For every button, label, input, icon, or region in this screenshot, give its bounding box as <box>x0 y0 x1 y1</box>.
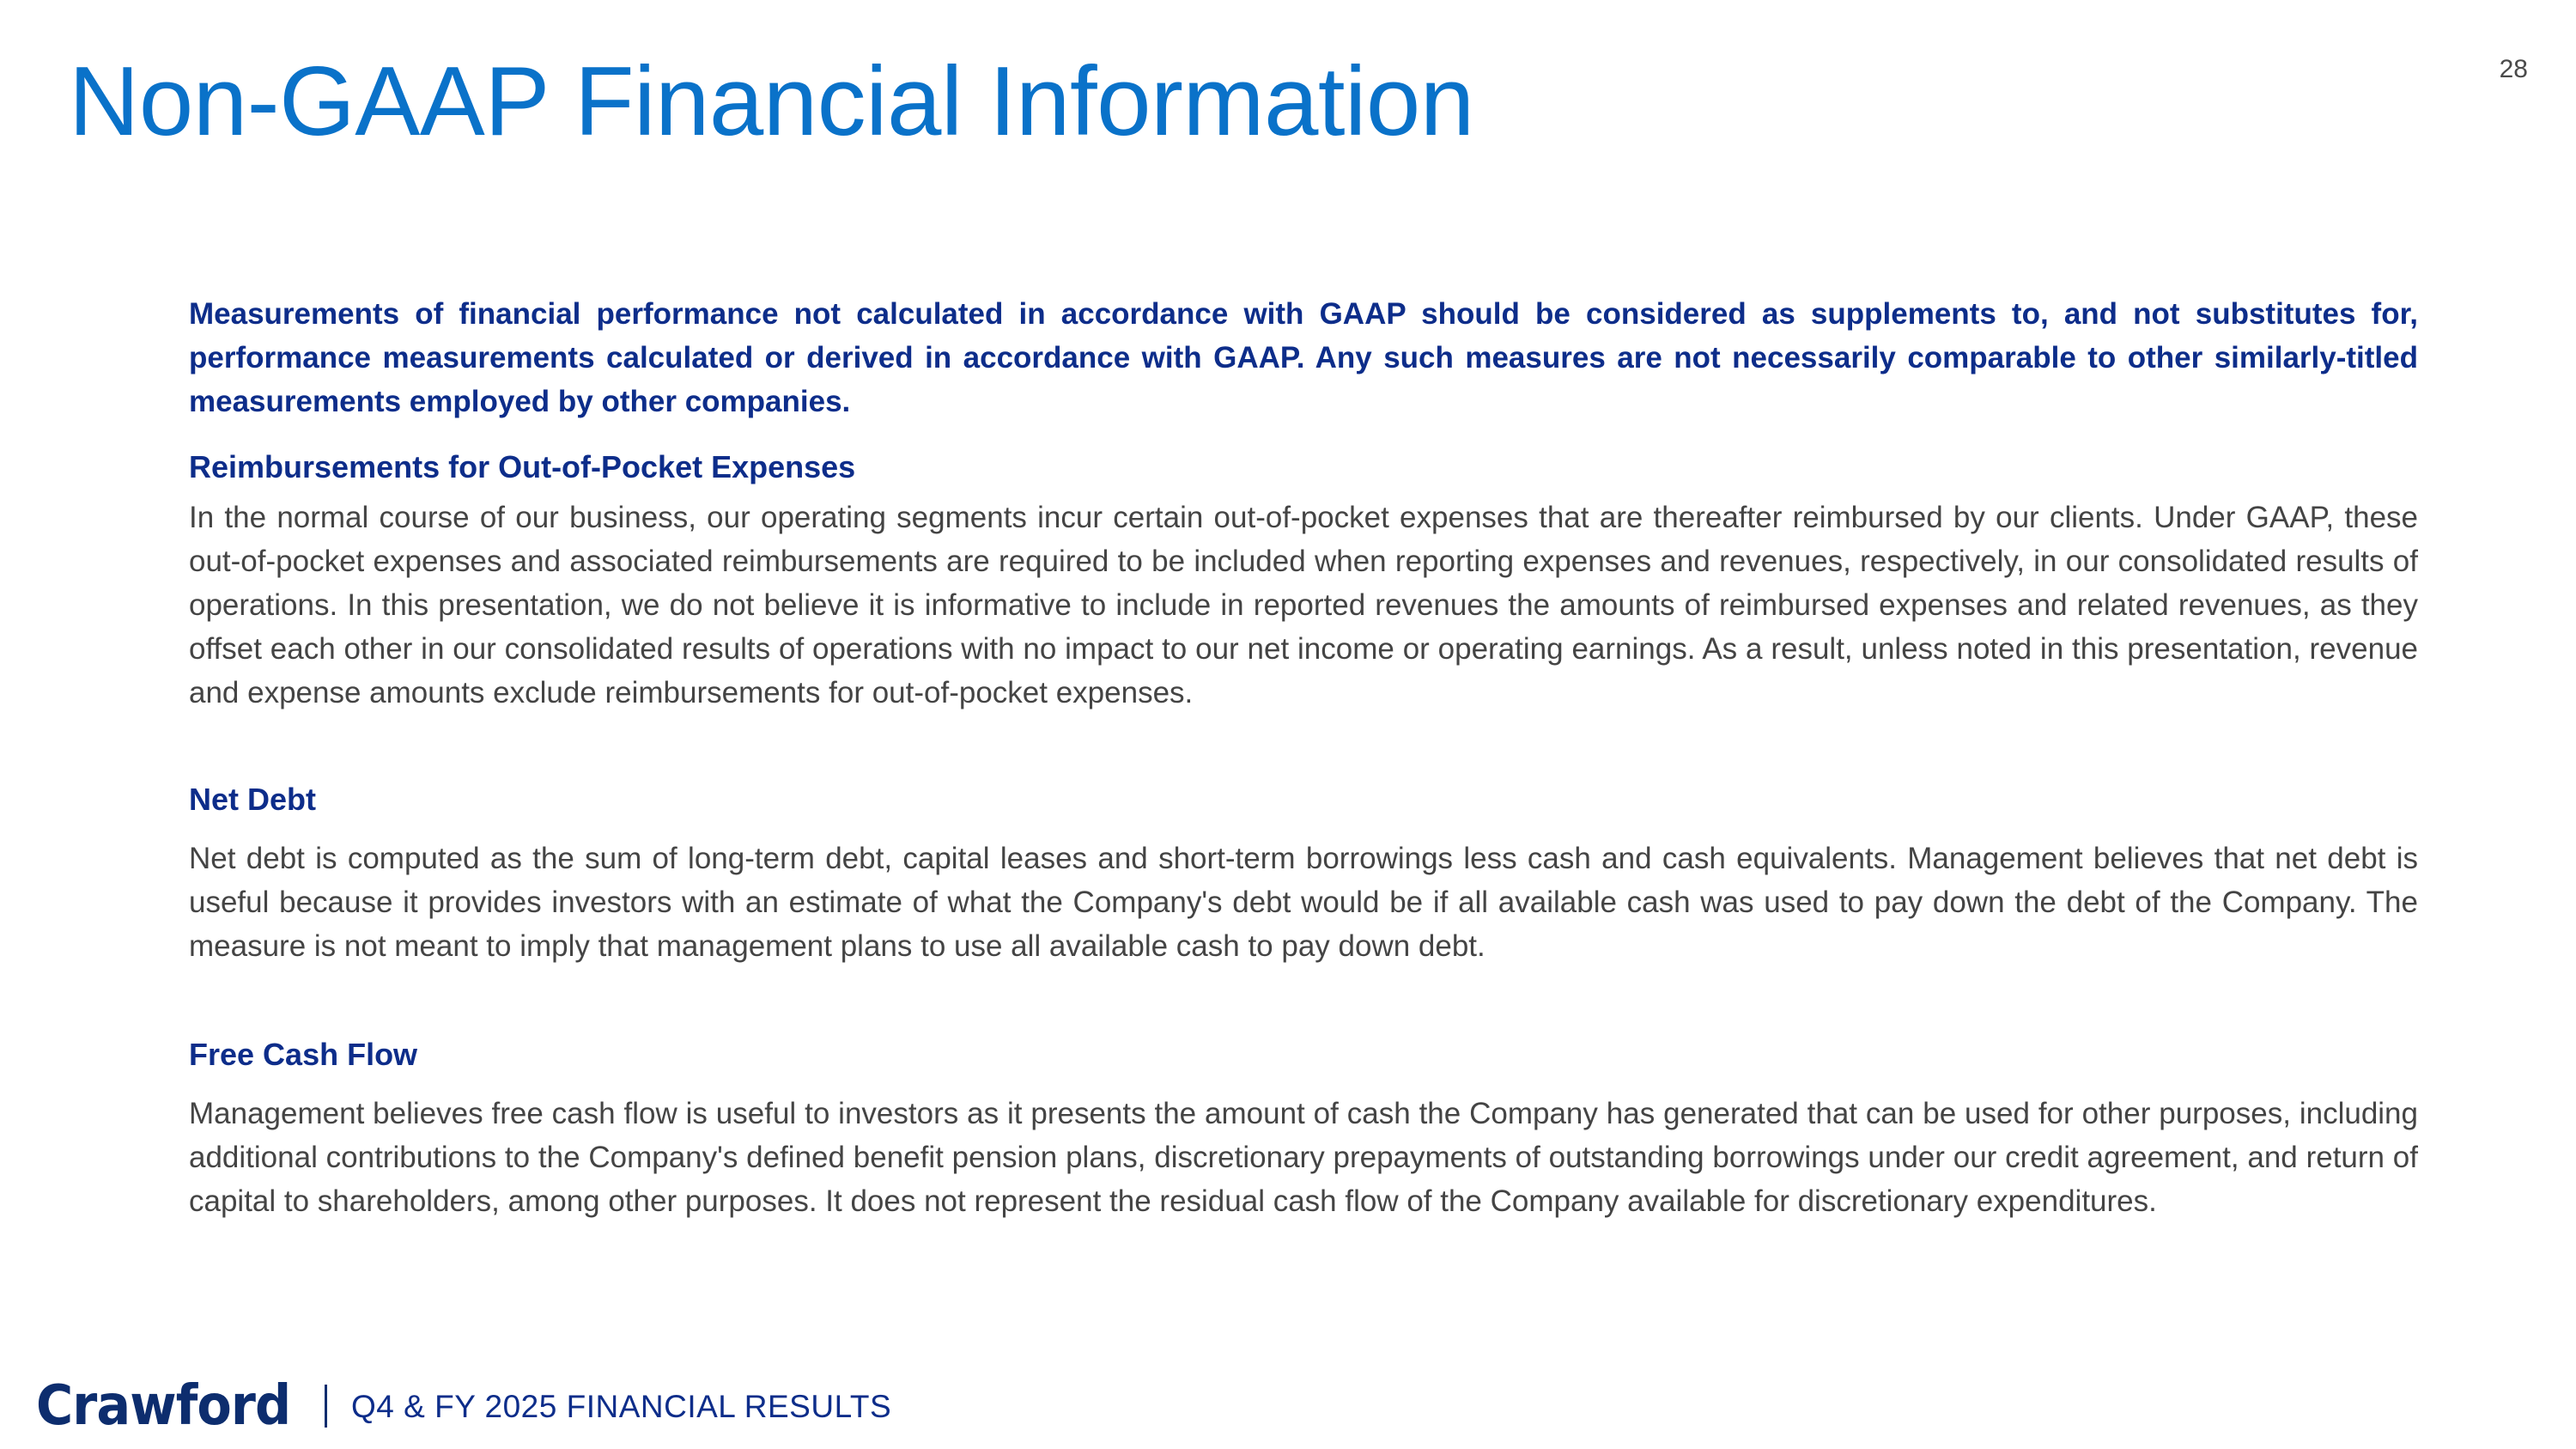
section-body-free-cash-flow: Management believes free cash flow is useful to investors as it presents the amount of cash the Company has generated that can be used for other purposes, including additional contributions to the Company's defined benefit pension plans, discretionary prepayments of outstanding borrowings under our credit agreement, and return of capital to shareholders, among other purposes. It does not represent the residual cash flow of the Company available for discretionary expenditures. <box>189 1097 2418 1218</box>
content-area <box>189 292 2418 1223</box>
section-heading-free-cash-flow: Free Cash Flow <box>189 1037 418 1072</box>
page-title: Non-GAAP Financial Information <box>69 47 1474 156</box>
footer-label: Q4 & FY 2025 FINANCIAL RESULTS <box>351 1388 892 1424</box>
section-heading-reimbursements: Reimbursements for Out-of-Pocket Expenses <box>189 449 856 484</box>
section-body-reimbursements: In the normal course of our business, our operating segments incur certain out-of-pocket expenses that are thereafter reimbursed by our clients. Under GAAP, these out-of-pocket expenses and associated reimbursements are required to be included when reporting expenses and revenues, respectively, in our consolidated results of operations. In this presentation, we do not believe it is informative to include in reported revenues the amounts of reimbursed expenses and related revenues, as they offset each other in our consolidated results of operations with no impact to our net income or operating earnings. As a result, unless noted in this presentation, revenue and expense amounts exclude reimbursements for out-of-pocket expenses. <box>189 501 2418 709</box>
crawford-logo: Crawford <box>36 1374 291 1438</box>
footer <box>36 1374 892 1438</box>
page-number: 28 <box>2499 55 2528 83</box>
section-heading-net-debt: Net Debt <box>189 782 317 817</box>
footer-divider <box>325 1385 327 1428</box>
section-body-net-debt: Net debt is computed as the sum of long-term debt, capital leases and short-term borrowings less cash and cash equivalents. Management believes that net debt is useful because it provides investors with an estimate of what the Company's debt would be if all available cash was used to pay down the debt of the Company. The measure is not meant to imply that management plans to use all available cash to pay down debt. <box>189 842 2418 963</box>
gaap-disclaimer: Measurements of financial performance not calculated in accordance with GAAP should be considered as supplements to, and not substitutes for, performance measurements calculated or derived in accordance with GAAP. Any such measures are not necessarily comparable to other similarly-titled measurements employed by other companies. <box>189 297 2418 418</box>
